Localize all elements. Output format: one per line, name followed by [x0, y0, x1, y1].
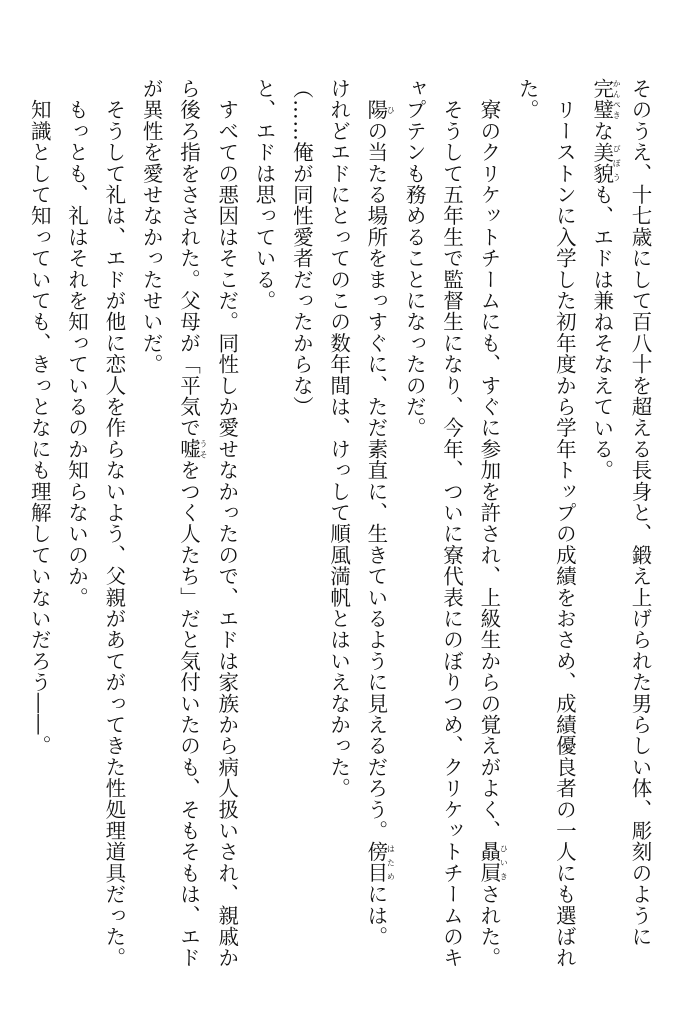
- text-run: された。: [476, 883, 501, 969]
- text-run: もっとも、礼はそれを知っているのか知らないのか。: [64, 78, 89, 608]
- text-run: そうして礼は、エドが他に恋人を作らないよう、父親があてがってきた性処理道具だった。: [101, 78, 126, 969]
- text-line: [545, 78, 582, 969]
- text-line: [169, 78, 208, 969]
- text-run: には。: [363, 883, 388, 948]
- text-line: [582, 78, 620, 958]
- text-line: [245, 78, 282, 958]
- text-run: な: [589, 120, 614, 142]
- text-run: も、エドは兼ねそなえている。: [589, 184, 614, 481]
- text-line: [95, 78, 132, 969]
- text-line: [470, 78, 509, 969]
- text-run: をつく人たち」だと気付いたのも、そもそもは、エド: [176, 459, 201, 969]
- ruby-word: [363, 841, 396, 884]
- text-line: [20, 78, 57, 958]
- text-run: [364, 78, 388, 99]
- text-run: 知識として知っていても、きっとなにも理解していないだろう――。: [27, 78, 52, 757]
- ruby-word: [176, 438, 208, 460]
- ruby-reading: ひ: [386, 99, 396, 121]
- ruby-base: 嘘: [176, 438, 201, 460]
- ruby-reading: はため: [386, 841, 396, 884]
- text-line: [508, 78, 545, 958]
- ruby-base: 陽: [363, 99, 388, 121]
- text-line: [357, 78, 395, 958]
- text-run: リーストンに入学した初年度から学年トップの成績をおさめ、成績優良者の一人にも選ばれ: [552, 78, 577, 969]
- ruby-reading: びぼう: [612, 141, 622, 185]
- novel-text-vertical: [20, 78, 658, 969]
- text-line: [57, 78, 94, 958]
- text-run: そのうえ、十七歳にして百八十を超える長身と、鍛え上げられた男らしい体、彫刻のように: [628, 78, 652, 948]
- ruby-word: [363, 99, 396, 121]
- text-run: の当たる場所をまっすぐに、ただ素直に、生きているように見えるだろう。: [363, 120, 388, 842]
- text-run: ら後ろ指をさされた。父母が「平気で: [176, 78, 201, 439]
- text-run: そうして五年生で監督生になり、今年、ついに寮代表にのぼりつめ、クリケットチームのキ: [439, 78, 464, 969]
- ruby-reading: かんぺき: [612, 78, 622, 121]
- text-run: 寮のクリケットチームにも、すぐに参加を許され、上級生からの覚えがよく、: [476, 78, 501, 842]
- ruby-reading: ひいき: [499, 841, 509, 884]
- text-line: [621, 78, 658, 958]
- ruby-word: [476, 841, 509, 884]
- text-line: [132, 78, 169, 958]
- text-run: ャプテンも務めることになったのだ。: [402, 78, 427, 439]
- text-run: けれどエドにとってのこの数年間は、けっして順風満帆とはいえなかった。: [326, 78, 351, 799]
- text-line: [395, 78, 432, 958]
- text-line: [432, 78, 469, 969]
- ruby-base: 傍目: [363, 841, 388, 884]
- text-line: [319, 78, 356, 958]
- text-line: [282, 78, 319, 958]
- ruby-base: 完璧: [589, 78, 614, 121]
- text-run: が異性を愛せなかったせいだ。: [139, 78, 164, 375]
- ruby-base: 美貌: [589, 141, 614, 185]
- ruby-reading: うそ: [198, 438, 208, 460]
- text-line: [207, 78, 244, 969]
- ruby-base: 贔屓: [476, 841, 501, 884]
- ruby-word: [589, 141, 622, 185]
- ruby-word: [589, 78, 622, 121]
- text-run: すべての悪因はそこだ。同性しか愛せなかったので、エドは家族から病人扱いされ、親戚か: [214, 78, 239, 969]
- text-run: （……俺が同性愛者だったからな）: [289, 78, 314, 418]
- text-run: と、エドは思っている。: [252, 78, 277, 312]
- text-run: た。: [515, 78, 540, 121]
